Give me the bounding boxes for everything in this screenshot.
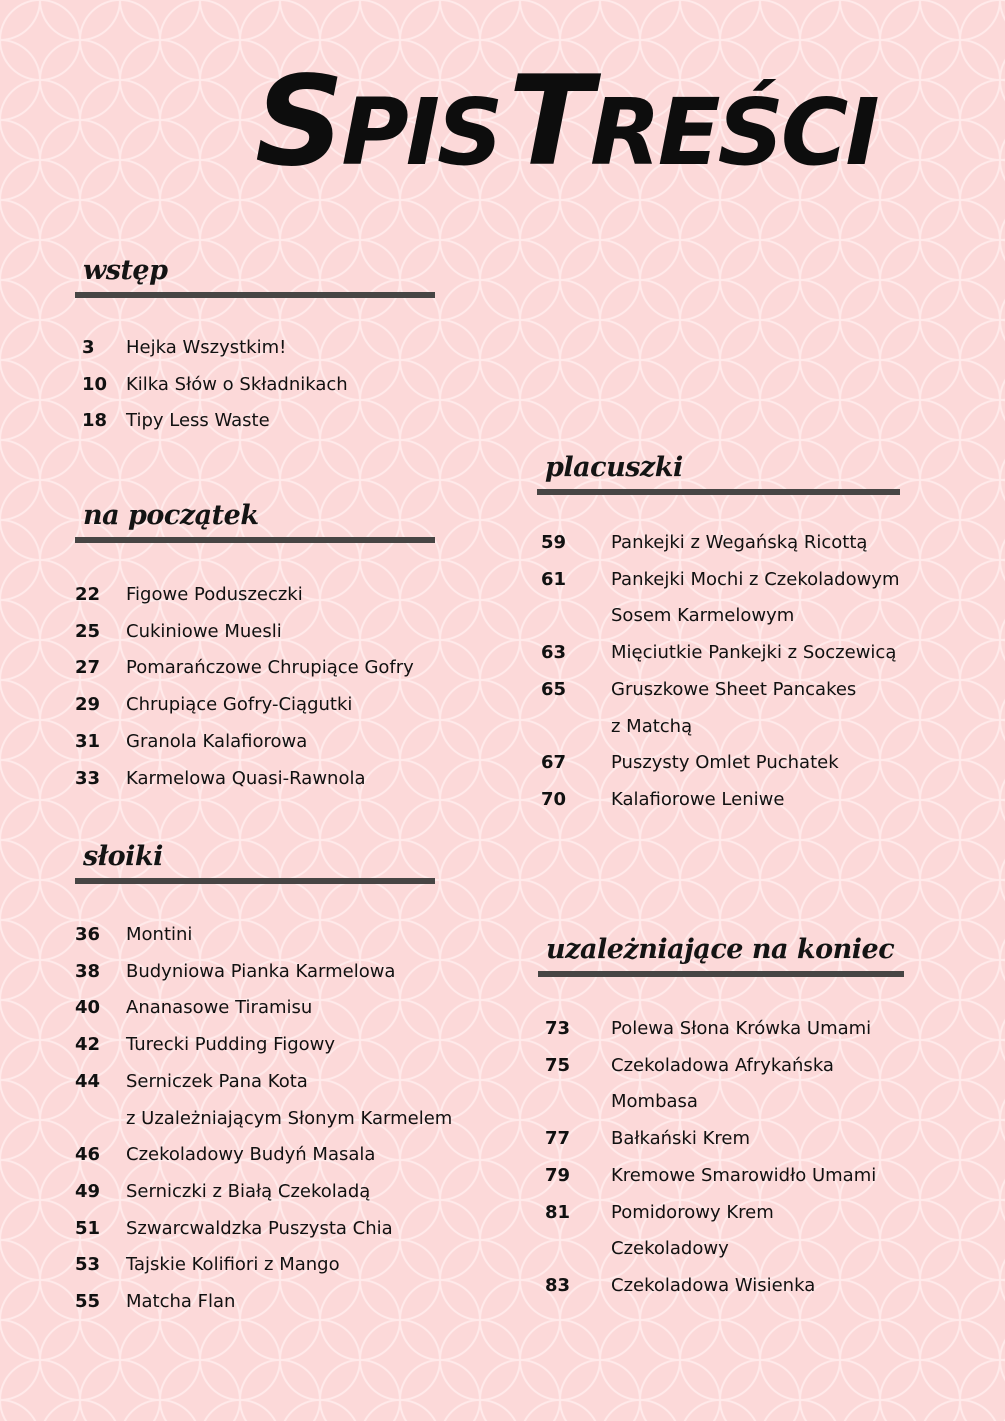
- page-number: 22: [75, 584, 101, 605]
- entry-title-line: Mombasa: [611, 1091, 698, 1113]
- section-jars: [75, 838, 453, 1321]
- entry-title-line: Gruszkowe Sheet Pancakes: [611, 678, 857, 700]
- section-intro: [75, 252, 435, 440]
- entry-title-line: Pomidorowy Krem: [611, 1201, 774, 1223]
- page-number: 31: [75, 730, 101, 752]
- toc-entry: [538, 1048, 904, 1121]
- entry-title-line: Polewa Słona Krówka Umami: [611, 1018, 872, 1039]
- toc-entry: [75, 1027, 435, 1064]
- entry-title: [126, 650, 414, 687]
- entry-title-line: Figowe Poduszeczki: [126, 584, 303, 605]
- toc-entry: [75, 1137, 435, 1174]
- toc-entry: [75, 403, 435, 440]
- section-beginning: [75, 497, 435, 797]
- entry-title: [126, 1174, 370, 1211]
- page-number: 73: [545, 1018, 571, 1039]
- toc-entry: [537, 672, 900, 745]
- entry-title-line: Sosem Karmelowym: [611, 605, 795, 627]
- entry-title-line: Budyniowa Pianka Karmelowa: [126, 960, 396, 982]
- page-number: 75: [545, 1054, 571, 1076]
- toc-entry: [75, 1247, 435, 1284]
- toc-entry: [75, 1211, 435, 1248]
- entry-title-line: Kremowe Smarowidło Umami: [611, 1164, 877, 1186]
- page-number: 83: [545, 1274, 571, 1296]
- entry-title-line: Tajskie Kolifiori z Mango: [126, 1254, 340, 1276]
- entry-title: [126, 1284, 235, 1321]
- entry-list: [75, 330, 435, 440]
- page-number: 61: [541, 568, 567, 590]
- page-number: 36: [75, 924, 101, 945]
- section-divider: [75, 537, 435, 543]
- entry-title: [611, 1158, 876, 1195]
- entry-title-line: z Uzależniającym Słonym Karmelem: [126, 1107, 453, 1129]
- page-number: 29: [75, 694, 101, 716]
- entry-title: [126, 1064, 452, 1137]
- entry-title-line: Matcha Flan: [126, 1291, 236, 1313]
- page-number: 63: [541, 642, 567, 664]
- page-number: 49: [75, 1180, 101, 1202]
- entry-title-line: Chrupiące Gofry-Ciągutki: [126, 694, 353, 716]
- toc-entry: [537, 562, 900, 635]
- entry-title: [611, 635, 896, 672]
- entry-title-line: Mięciutkie Pankejki z Soczewicą: [611, 642, 897, 664]
- page-number: 79: [545, 1164, 571, 1186]
- page-number: 33: [75, 767, 101, 789]
- page-number: 70: [541, 788, 567, 810]
- entry-title: [126, 724, 307, 761]
- entry-title: [126, 917, 192, 954]
- page-number: 67: [541, 752, 567, 774]
- entry-title-line: Czekoladowy: [611, 1238, 729, 1260]
- toc-entry: [75, 687, 435, 724]
- entry-title-line: Kilka Słów o Składnikach: [126, 373, 348, 395]
- entry-title: [126, 761, 366, 798]
- page-number: 42: [75, 1034, 101, 1056]
- page-number: 65: [541, 678, 567, 700]
- entry-title-line: Pomarańczowe Chrupiące Gofry: [126, 657, 414, 679]
- entry-title-line: Pankejki z Wegańską Ricottą: [611, 532, 868, 553]
- section-divider: [75, 292, 435, 298]
- page-number: 38: [75, 960, 101, 982]
- entry-title-line: Bałkański Krem: [611, 1128, 750, 1150]
- entry-title-line: Szwarcwaldzka Puszysta Chia: [126, 1217, 393, 1239]
- page-number: 44: [75, 1070, 101, 1092]
- entry-title: [611, 1195, 774, 1268]
- entry-title: [126, 954, 395, 991]
- toc-entry: [75, 990, 435, 1027]
- entry-title: [611, 1011, 871, 1048]
- entry-title-line: Ananasowe Tiramisu: [126, 997, 313, 1019]
- entry-title: [126, 614, 282, 651]
- section-addictive-end: [538, 931, 904, 1305]
- page-number: 3: [82, 337, 95, 358]
- toc-entry: [538, 1158, 904, 1195]
- entry-title-line: Hejka Wszystkim!: [126, 337, 287, 358]
- entry-title: [126, 1027, 335, 1064]
- entry-list: [537, 525, 900, 819]
- entry-title-line: Granola Kalafiorowa: [126, 730, 308, 752]
- entry-title: [611, 562, 900, 635]
- entry-title: [611, 1048, 834, 1121]
- page-number: 10: [82, 373, 108, 395]
- page-number: 77: [545, 1128, 571, 1150]
- toc-entry: [75, 614, 435, 651]
- page-number: 27: [75, 657, 101, 679]
- entry-title-line: Montini: [126, 924, 193, 945]
- page-number: 18: [82, 410, 108, 432]
- section-heading: wstęp: [83, 255, 168, 286]
- entry-list: [75, 917, 453, 1321]
- section-divider: [538, 971, 904, 977]
- entry-title: [611, 782, 784, 819]
- entry-title: [126, 367, 348, 404]
- toc-entry: [75, 577, 435, 614]
- entry-title-line: Karmelowa Quasi-Rawnola: [126, 767, 366, 789]
- toc-entry: [75, 367, 435, 404]
- page-number: 51: [75, 1217, 101, 1239]
- section-heading: placuszki: [545, 452, 683, 483]
- toc-entry: [75, 724, 435, 761]
- page-number: 53: [75, 1254, 101, 1276]
- page-number: 55: [75, 1291, 101, 1313]
- entry-title-line: Serniczek Pana Kota: [126, 1070, 308, 1092]
- toc-entry: [75, 954, 435, 991]
- toc-entry: [75, 1174, 435, 1211]
- page-number: 25: [75, 620, 101, 642]
- section-divider: [75, 878, 435, 884]
- title-initial-1: S: [255, 50, 342, 194]
- entry-list: [75, 577, 435, 797]
- toc-entry: [537, 782, 900, 819]
- section-heading: słoiki: [83, 841, 163, 872]
- title-rest-1: PIS: [341, 79, 501, 186]
- entry-title-line: Czekoladowa Afrykańska: [611, 1054, 834, 1076]
- entry-title: [611, 525, 867, 562]
- toc-entry: [538, 1011, 904, 1048]
- entry-title-line: Serniczki z Białą Czekoladą: [126, 1180, 371, 1202]
- toc-entry: [75, 330, 435, 367]
- section-heading: na początek: [83, 500, 259, 531]
- entry-title-line: Puszysty Omlet Puchatek: [611, 752, 839, 774]
- page-number: 40: [75, 997, 101, 1019]
- entry-title-line: Pankejki Mochi z Czekoladowym: [611, 568, 900, 590]
- entry-title-line: Kalafiorowe Leniwe: [611, 788, 785, 810]
- entry-title-line: Cukiniowe Muesli: [126, 620, 282, 642]
- entry-title-line: Czekoladowa Wisienka: [611, 1274, 816, 1296]
- entry-title: [611, 672, 856, 745]
- entry-title: [126, 330, 286, 367]
- entry-title: [126, 577, 303, 614]
- entry-title-line: Tipy Less Waste: [126, 410, 270, 432]
- entry-title: [126, 1247, 340, 1284]
- toc-entry: [537, 635, 900, 672]
- entry-title: [126, 1137, 375, 1174]
- title-initial-2: T: [508, 50, 590, 194]
- entry-list: [538, 1011, 904, 1305]
- section-heading: uzależniające na koniec: [546, 934, 895, 965]
- entry-title: [611, 1121, 750, 1158]
- toc-entry: [75, 650, 435, 687]
- toc-entry: [538, 1195, 904, 1268]
- page-number: 46: [75, 1144, 101, 1166]
- toc-entry: [75, 761, 435, 798]
- entry-title: [611, 745, 839, 782]
- section-pancakes: [537, 449, 900, 819]
- entry-title: [126, 990, 312, 1027]
- section-divider: [537, 489, 900, 495]
- toc-entry: [538, 1121, 904, 1158]
- page-number: 81: [545, 1201, 571, 1223]
- entry-title-line: z Matchą: [611, 715, 693, 737]
- toc-entry: [75, 1284, 435, 1321]
- toc-entry: [537, 525, 900, 562]
- entry-title: [126, 687, 352, 724]
- toc-entry: [75, 917, 435, 954]
- entry-title: [611, 1268, 815, 1305]
- title-rest-2: REŚCI: [589, 79, 877, 186]
- page-number: 59: [541, 532, 567, 553]
- entry-title: [126, 1211, 393, 1248]
- toc-entry: [75, 1064, 453, 1137]
- toc-entry: [537, 745, 900, 782]
- entry-title: [126, 403, 270, 440]
- entry-title-line: Turecki Pudding Figowy: [126, 1034, 336, 1056]
- page-title: [255, 52, 955, 192]
- entry-title-line: Czekoladowy Budyń Masala: [126, 1144, 376, 1166]
- toc-entry: [538, 1268, 904, 1305]
